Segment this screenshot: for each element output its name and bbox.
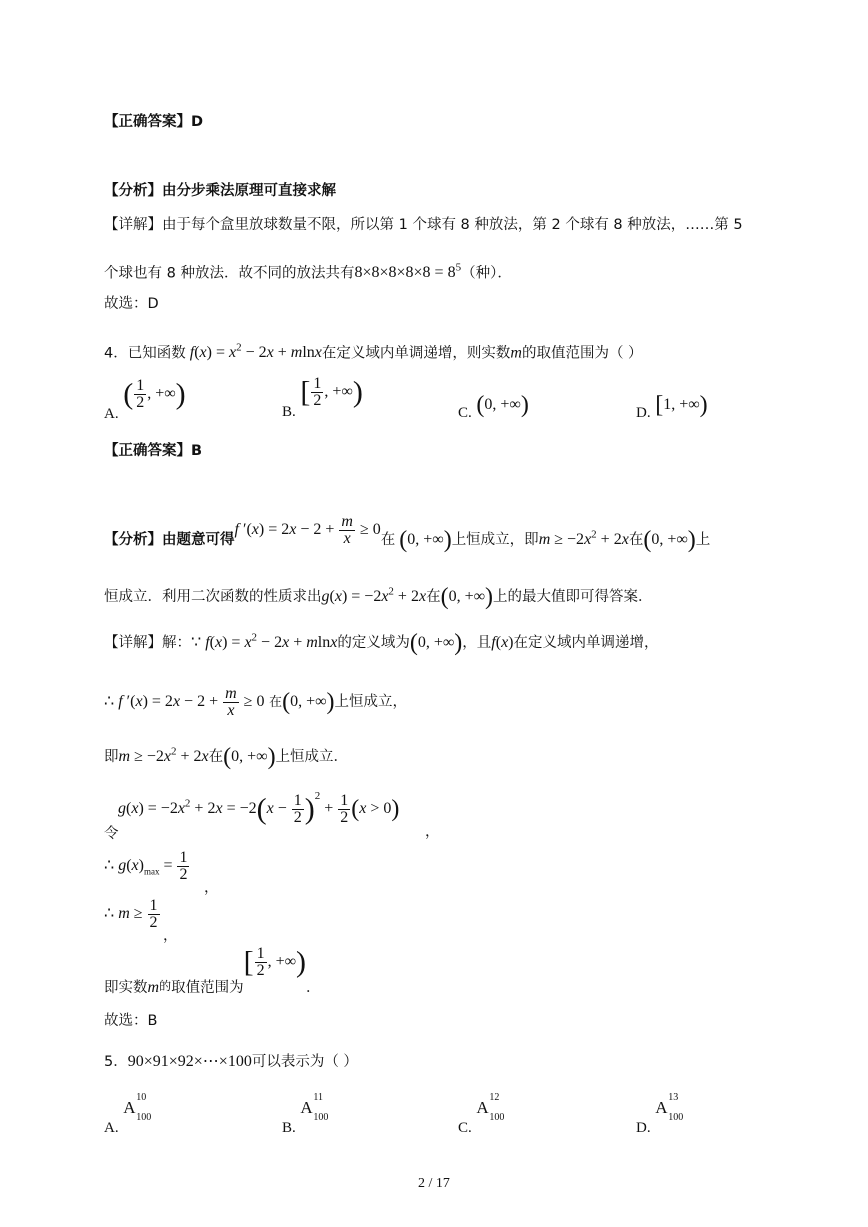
formula-gmax: ∴ $g(x)_{max}$ = $\frac{1}{2}$ <box>104 849 188 883</box>
formula-fx: $f(x) = x^2 - 2x + mlnx$ <box>189 342 322 362</box>
formula-g-x: $g(x) = -2x^2 + 2x = -2(x$ − $\frac{1}{2}$ )$^2$ + $\frac{1}{2}$ (x > 0) <box>118 790 400 826</box>
option-5D: D. A 13 100 <box>636 1092 684 1136</box>
option-4D: D. [1, +∞) <box>636 392 708 422</box>
option-5B: B. A 11 100 <box>282 1092 329 1136</box>
comma-3: ， <box>163 928 178 944</box>
detail-q3-line1: 【详解】由于每个盒里放球数量不限，所以第 1 个球有 8 种放法，第 2 个球有 8 种放法，……第 5 <box>104 217 743 233</box>
analysis-q4-line1: 【分析】由题意可得f ′(x) = 2x − 2 + $\frac{m}{x}$ ≥ 0在 (0, +∞)上恒成立，即$m \ge -2x^2 + 2x$在(0, +∞)上 <box>104 513 711 553</box>
answer-label-q3: 【正确答案】D <box>104 114 204 130</box>
option-4B: B. [ $\frac{1}{2}$ , +∞) <box>282 375 363 421</box>
analysis-q4-line2: 恒成立．利用二次函数的性质求出$g(x) = -2x^2 + 2x$在(0, +∞)上的最大值即可得答案． <box>104 584 653 610</box>
detail-q3-line2: 个球也有 8 种放法．故不同的放法共有$8\times 8\times 8\times 8\times 8 = 8^5$（种）． <box>104 262 512 282</box>
let-label: 令 <box>104 826 119 842</box>
analysis-q3: 【分析】由分步乘法原理可直接求解 <box>104 183 336 199</box>
option-4A: A. ( $\frac{1}{2}$ , +∞) <box>104 377 186 423</box>
detail-q4-line2: ∴ f ′(x) = 2x − 2 + $\frac{m}{x}$ ≥ 0 在(0, +∞)上恒成立， <box>104 685 407 719</box>
question-5: 5．90×91×92×⋯×100可以表示为（ ） <box>104 1053 358 1070</box>
page-number: 2 / 17 <box>418 1176 450 1191</box>
option-4C: C. (0, +∞) <box>458 392 529 422</box>
detail-q4-line3: 即$m \ge -2x^2 + 2x$在(0, +∞)上恒成立． <box>104 744 349 770</box>
question-4: 4．已知函数 $f(x) = x^2 - 2x + mlnx$在定义域内单调递增，则实数m的取值范围为（ ） <box>104 342 643 362</box>
formula-m-ge-half: ∴ m ≥ $\frac{1}{2}$ <box>104 897 158 931</box>
select-q4: 故选：B <box>104 1013 158 1029</box>
detail-q4-line1: 【详解】解：∵ $f(x) = x^2 - 2x + mlnx$的定义域为(0, +∞)，且f(x)在定义域内单调递增， <box>104 630 659 656</box>
option-5A: A. A 10 100 <box>104 1092 152 1136</box>
answer-label-q4: 【正确答案】B <box>104 443 203 459</box>
comma-1: ， <box>425 824 440 840</box>
option-5C: C. A 12 100 <box>458 1092 505 1136</box>
select-q3: 故选：D <box>104 296 159 312</box>
formula-8-power: $8\times 8\times 8\times 8\times 8 = 8^5$ <box>354 262 462 282</box>
comma-2: ， <box>204 880 219 896</box>
detail-q4-conclusion: 即实数$m_的$取值范围为[ $\frac{1}{2}$ , +∞)． <box>104 945 321 997</box>
